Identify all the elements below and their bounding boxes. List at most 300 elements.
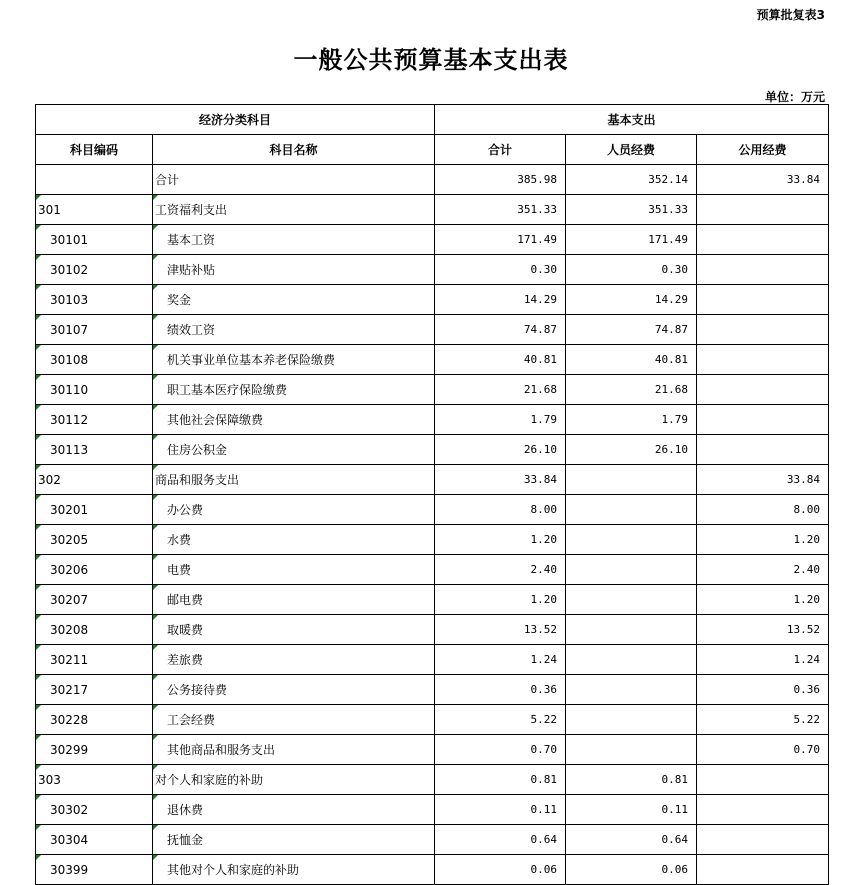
- cell-name-text: 取暖费: [167, 623, 204, 637]
- cell-marker-icon: [153, 615, 158, 620]
- cell-personnel: [566, 345, 697, 375]
- cell-public: [697, 765, 829, 795]
- cell-personnel: [566, 615, 697, 645]
- table-row: [36, 615, 829, 645]
- cell-code: [36, 735, 153, 765]
- cell-public-text: 1.24: [793, 653, 821, 666]
- cell-name-text: 电费: [167, 563, 192, 577]
- cell-marker-icon: [153, 195, 158, 200]
- cell-name-text: 工资福利支出: [155, 203, 228, 217]
- cell-name: [153, 795, 435, 825]
- cell-marker-icon: [36, 615, 41, 620]
- cell-name-text: 住房公积金: [167, 443, 228, 457]
- cell-code-text: 30112: [50, 412, 89, 427]
- cell-personnel: [566, 675, 697, 705]
- cell-personnel-text: 1.79: [661, 413, 689, 426]
- cell-name: [153, 525, 435, 555]
- cell-total: [435, 615, 566, 645]
- cell-total-text: 1.79: [530, 413, 558, 426]
- table-row: [36, 555, 829, 585]
- cell-name: [153, 855, 435, 885]
- cell-marker-icon: [36, 705, 41, 710]
- cell-personnel: [566, 285, 697, 315]
- budget-table: [35, 104, 829, 885]
- table-body: [36, 165, 829, 885]
- cell-name: [153, 585, 435, 615]
- cell-name-text: 对个人和家庭的补助: [155, 773, 264, 787]
- cell-total: [435, 285, 566, 315]
- cell-total-text: 1.20: [530, 593, 558, 606]
- cell-marker-icon: [36, 225, 41, 230]
- cell-name: [153, 255, 435, 285]
- cell-public-text: 2.40: [793, 563, 821, 576]
- cell-name-text: 水费: [167, 533, 192, 547]
- cell-code: [36, 285, 153, 315]
- cell-total-text: 33.84: [523, 473, 558, 486]
- cell-total-text: 2.40: [530, 563, 558, 576]
- cell-marker-icon: [36, 495, 41, 500]
- cell-code: [36, 345, 153, 375]
- cell-code: [36, 315, 153, 345]
- cell-total: [435, 735, 566, 765]
- table-row: [36, 765, 829, 795]
- cell-personnel: [566, 405, 697, 435]
- header-basic-expenditure: 基本支出: [435, 105, 829, 135]
- cell-personnel: [566, 225, 697, 255]
- cell-marker-icon: [36, 465, 41, 470]
- cell-code-text: 30208: [50, 622, 89, 637]
- cell-name-text: 其他商品和服务支出: [167, 743, 276, 757]
- cell-code-text: 30302: [50, 802, 89, 817]
- header-row-columns: [36, 135, 829, 165]
- cell-total-text: 21.68: [523, 383, 558, 396]
- cell-code-text: 30110: [50, 382, 89, 397]
- cell-public-text: 33.84: [786, 173, 821, 186]
- cell-name: [153, 495, 435, 525]
- cell-name: [153, 765, 435, 795]
- table-row: [36, 495, 829, 525]
- cell-code: [36, 165, 153, 195]
- header-row-group: [36, 105, 829, 135]
- cell-public-text: 0.36: [793, 683, 821, 696]
- cell-total: [435, 555, 566, 585]
- cell-total-text: 351.33: [517, 203, 558, 216]
- cell-total-text: 171.49: [517, 233, 558, 246]
- cell-marker-icon: [153, 765, 158, 770]
- table-row: [36, 825, 829, 855]
- header-name: 科目名称: [153, 135, 435, 165]
- cell-total-text: 1.20: [530, 533, 558, 546]
- cell-name: [153, 735, 435, 765]
- cell-personnel-text: 21.68: [654, 383, 689, 396]
- cell-total: [435, 315, 566, 345]
- cell-marker-icon: [153, 675, 158, 680]
- cell-marker-icon: [153, 375, 158, 380]
- cell-total-text: 26.10: [523, 443, 558, 456]
- cell-public: [697, 375, 829, 405]
- cell-total: [435, 705, 566, 735]
- cell-total-text: 0.81: [530, 773, 558, 786]
- cell-code-text: 302: [38, 472, 61, 487]
- cell-total: [435, 225, 566, 255]
- cell-code-text: 30113: [50, 442, 89, 457]
- table-row: [36, 585, 829, 615]
- cell-marker-icon: [36, 375, 41, 380]
- cell-public: [697, 405, 829, 435]
- cell-name-text: 商品和服务支出: [155, 473, 240, 487]
- table-row: [36, 465, 829, 495]
- table-row: [36, 195, 829, 225]
- cell-public: [697, 495, 829, 525]
- cell-total: [435, 495, 566, 525]
- cell-total: [435, 585, 566, 615]
- cell-total: [435, 525, 566, 555]
- cell-personnel-text: 40.81: [654, 353, 689, 366]
- cell-total: [435, 405, 566, 435]
- cell-name: [153, 615, 435, 645]
- cell-marker-icon: [153, 645, 158, 650]
- cell-marker-icon: [36, 765, 41, 770]
- cell-total-text: 1.24: [530, 653, 558, 666]
- cell-name-text: 职工基本医疗保险缴费: [167, 383, 288, 397]
- cell-public: [697, 735, 829, 765]
- cell-code-text: 30103: [50, 292, 89, 307]
- table-row: [36, 855, 829, 885]
- cell-code: [36, 555, 153, 585]
- cell-personnel-text: 74.87: [654, 323, 689, 336]
- cell-name-text: 基本工资: [167, 233, 216, 247]
- cell-public: [697, 225, 829, 255]
- cell-public: [697, 795, 829, 825]
- cell-public: [697, 435, 829, 465]
- cell-total-text: 74.87: [523, 323, 558, 336]
- cell-public: [697, 255, 829, 285]
- cell-public: [697, 165, 829, 195]
- table-row: [36, 165, 829, 195]
- table-row: [36, 285, 829, 315]
- cell-name-text: 奖金: [167, 293, 192, 307]
- cell-personnel-text: 0.11: [661, 803, 689, 816]
- cell-personnel-text: 171.49: [648, 233, 689, 246]
- cell-marker-icon: [153, 525, 158, 530]
- cell-code: [36, 765, 153, 795]
- cell-name: [153, 345, 435, 375]
- cell-marker-icon: [36, 405, 41, 410]
- table-row: [36, 705, 829, 735]
- cell-total: [435, 825, 566, 855]
- cell-marker-icon: [36, 855, 41, 860]
- table-row: [36, 645, 829, 675]
- cell-marker-icon: [36, 525, 41, 530]
- cell-personnel: [566, 495, 697, 525]
- table-row: [36, 735, 829, 765]
- table-row: [36, 795, 829, 825]
- cell-code: [36, 495, 153, 525]
- cell-code-text: 30399: [50, 862, 89, 877]
- cell-public-text: 13.52: [786, 623, 821, 636]
- table-row: [36, 405, 829, 435]
- cell-total-text: 0.11: [530, 803, 558, 816]
- cell-total: [435, 855, 566, 885]
- cell-marker-icon: [153, 705, 158, 710]
- cell-code-text: 30201: [50, 502, 89, 517]
- cell-name: [153, 195, 435, 225]
- cell-marker-icon: [36, 345, 41, 350]
- cell-name-text: 退休费: [167, 803, 204, 817]
- cell-name-text: 津贴补贴: [167, 263, 216, 277]
- table-row: [36, 225, 829, 255]
- cell-code: [36, 615, 153, 645]
- cell-public: [697, 585, 829, 615]
- cell-name-text: 差旅费: [167, 653, 204, 667]
- cell-personnel-text: 14.29: [654, 293, 689, 306]
- cell-public: [697, 315, 829, 345]
- header-code: 科目编码: [36, 135, 153, 165]
- cell-personnel: [566, 585, 697, 615]
- cell-marker-icon: [36, 285, 41, 290]
- cell-marker-icon: [36, 315, 41, 320]
- cell-public: [697, 855, 829, 885]
- cell-code-text: 30207: [50, 592, 89, 607]
- cell-code: [36, 825, 153, 855]
- cell-public: [697, 555, 829, 585]
- cell-marker-icon: [36, 585, 41, 590]
- header-total: 合计: [435, 135, 566, 165]
- cell-personnel-text: 26.10: [654, 443, 689, 456]
- cell-public: [697, 675, 829, 705]
- cell-code-text: 30217: [50, 682, 89, 697]
- cell-personnel-text: 351.33: [648, 203, 689, 216]
- cell-code: [36, 645, 153, 675]
- cell-marker-icon: [153, 315, 158, 320]
- cell-name: [153, 645, 435, 675]
- cell-code: [36, 465, 153, 495]
- cell-code-text: 30205: [50, 532, 89, 547]
- cell-personnel: [566, 465, 697, 495]
- header-personnel: 人员经费: [566, 135, 697, 165]
- cell-marker-icon: [36, 825, 41, 830]
- cell-total-text: 13.52: [523, 623, 558, 636]
- header-econ-category: 经济分类科目: [36, 105, 435, 135]
- page-title: 一般公共预算基本支出表: [293, 45, 569, 74]
- cell-public-text: 33.84: [786, 473, 821, 486]
- cell-personnel-text: 0.81: [661, 773, 689, 786]
- cell-marker-icon: [153, 585, 158, 590]
- header-public: 公用经费: [697, 135, 829, 165]
- cell-public: [697, 525, 829, 555]
- cell-total-text: 0.06: [530, 863, 558, 876]
- cell-name: [153, 555, 435, 585]
- cell-marker-icon: [153, 405, 158, 410]
- cell-name-text: 办公费: [167, 503, 204, 517]
- cell-public: [697, 345, 829, 375]
- cell-code-text: 301: [38, 202, 61, 217]
- cell-public: [697, 825, 829, 855]
- cell-name-text: 抚恤金: [167, 833, 204, 847]
- cell-marker-icon: [36, 795, 41, 800]
- cell-code: [36, 195, 153, 225]
- cell-marker-icon: [153, 495, 158, 500]
- cell-personnel: [566, 825, 697, 855]
- cell-total: [435, 465, 566, 495]
- cell-code: [36, 795, 153, 825]
- cell-code-text: 30304: [50, 832, 89, 847]
- cell-code: [36, 525, 153, 555]
- cell-marker-icon: [36, 195, 41, 200]
- cell-total-text: 14.29: [523, 293, 558, 306]
- cell-marker-icon: [153, 825, 158, 830]
- unit-label: 单位：万元: [764, 90, 825, 104]
- cell-marker-icon: [153, 465, 158, 470]
- cell-personnel: [566, 645, 697, 675]
- cell-name-text: 邮电费: [167, 593, 204, 607]
- cell-total: [435, 435, 566, 465]
- cell-name-text: 公务接待费: [167, 683, 228, 697]
- cell-marker-icon: [36, 255, 41, 260]
- cell-code-text: 30206: [50, 562, 89, 577]
- cell-personnel: [566, 765, 697, 795]
- cell-code: [36, 405, 153, 435]
- cell-total: [435, 345, 566, 375]
- cell-code: [36, 705, 153, 735]
- cell-marker-icon: [36, 735, 41, 740]
- cell-marker-icon: [153, 435, 158, 440]
- cell-name: [153, 375, 435, 405]
- table-row: [36, 315, 829, 345]
- cell-marker-icon: [36, 435, 41, 440]
- cell-public: [697, 705, 829, 735]
- cell-total-text: 8.00: [530, 503, 558, 516]
- cell-name: [153, 825, 435, 855]
- cell-marker-icon: [153, 555, 158, 560]
- cell-code-text: 30102: [50, 262, 89, 277]
- cell-total: [435, 675, 566, 705]
- cell-name: [153, 405, 435, 435]
- cell-name: [153, 435, 435, 465]
- cell-code-text: 30299: [50, 742, 89, 757]
- cell-personnel: [566, 375, 697, 405]
- cell-public-text: 1.20: [793, 593, 821, 606]
- cell-personnel: [566, 315, 697, 345]
- cell-personnel: [566, 435, 697, 465]
- cell-personnel-text: 0.06: [661, 863, 689, 876]
- cell-total: [435, 255, 566, 285]
- cell-total: [435, 375, 566, 405]
- cell-total-text: 0.30: [530, 263, 558, 276]
- cell-personnel: [566, 195, 697, 225]
- table-row: [36, 435, 829, 465]
- table-row: [36, 345, 829, 375]
- cell-personnel: [566, 735, 697, 765]
- cell-public-text: 5.22: [793, 713, 821, 726]
- table-row: [36, 375, 829, 405]
- cell-public: [697, 285, 829, 315]
- cell-code-text: 30211: [50, 652, 89, 667]
- table-row: [36, 255, 829, 285]
- cell-name: [153, 465, 435, 495]
- cell-marker-icon: [153, 735, 158, 740]
- cell-total: [435, 765, 566, 795]
- cell-name-text: 合计: [155, 173, 180, 187]
- cell-total-text: 0.36: [530, 683, 558, 696]
- cell-name-text: 其他社会保障缴费: [167, 413, 264, 427]
- table-row: [36, 525, 829, 555]
- cell-personnel: [566, 555, 697, 585]
- cell-total: [435, 195, 566, 225]
- cell-total-text: 385.98: [517, 173, 558, 186]
- cell-total: [435, 165, 566, 195]
- cell-code: [36, 225, 153, 255]
- cell-name: [153, 165, 435, 195]
- cell-public-text: 0.70: [793, 743, 821, 756]
- cell-marker-icon: [36, 555, 41, 560]
- cell-code-text: 303: [38, 772, 61, 787]
- cell-code: [36, 375, 153, 405]
- cell-public: [697, 645, 829, 675]
- cell-code-text: 30108: [50, 352, 89, 367]
- cell-code: [36, 675, 153, 705]
- cell-public: [697, 465, 829, 495]
- cell-personnel: [566, 795, 697, 825]
- cell-personnel: [566, 165, 697, 195]
- cell-marker-icon: [153, 285, 158, 290]
- cell-name-text: 绩效工资: [167, 323, 216, 337]
- cell-name: [153, 315, 435, 345]
- cell-marker-icon: [153, 855, 158, 860]
- cell-name: [153, 225, 435, 255]
- cell-name: [153, 705, 435, 735]
- cell-public: [697, 615, 829, 645]
- cell-name: [153, 675, 435, 705]
- cell-personnel: [566, 705, 697, 735]
- cell-marker-icon: [36, 675, 41, 680]
- cell-personnel: [566, 525, 697, 555]
- cell-code: [36, 255, 153, 285]
- cell-marker-icon: [153, 225, 158, 230]
- cell-marker-icon: [153, 345, 158, 350]
- cell-name: [153, 285, 435, 315]
- cell-code-text: 30228: [50, 712, 89, 727]
- cell-total-text: 40.81: [523, 353, 558, 366]
- cell-code-text: 30101: [50, 232, 89, 247]
- cell-public-text: 1.20: [793, 533, 821, 546]
- cell-total: [435, 795, 566, 825]
- cell-total: [435, 645, 566, 675]
- cell-personnel: [566, 855, 697, 885]
- cell-marker-icon: [153, 255, 158, 260]
- cell-total-text: 5.22: [530, 713, 558, 726]
- cell-total-text: 0.70: [530, 743, 558, 756]
- cell-name-text: 其他对个人和家庭的补助: [167, 863, 300, 877]
- cell-code: [36, 855, 153, 885]
- cell-public-text: 8.00: [793, 503, 821, 516]
- cell-code-text: 30107: [50, 322, 89, 337]
- cell-code: [36, 435, 153, 465]
- cell-total-text: 0.64: [530, 833, 558, 846]
- cell-code: [36, 585, 153, 615]
- table-row: [36, 675, 829, 705]
- cell-marker-icon: [36, 645, 41, 650]
- cell-name-text: 工会经费: [167, 713, 216, 727]
- cell-personnel: [566, 255, 697, 285]
- cell-personnel-text: 0.64: [661, 833, 689, 846]
- cell-marker-icon: [153, 795, 158, 800]
- cell-public: [697, 195, 829, 225]
- cell-personnel-text: 352.14: [648, 173, 689, 186]
- cell-personnel-text: 0.30: [661, 263, 689, 276]
- cell-name-text: 机关事业单位基本养老保险缴费: [167, 353, 336, 367]
- table-number-label: 预算批复表3: [756, 8, 825, 22]
